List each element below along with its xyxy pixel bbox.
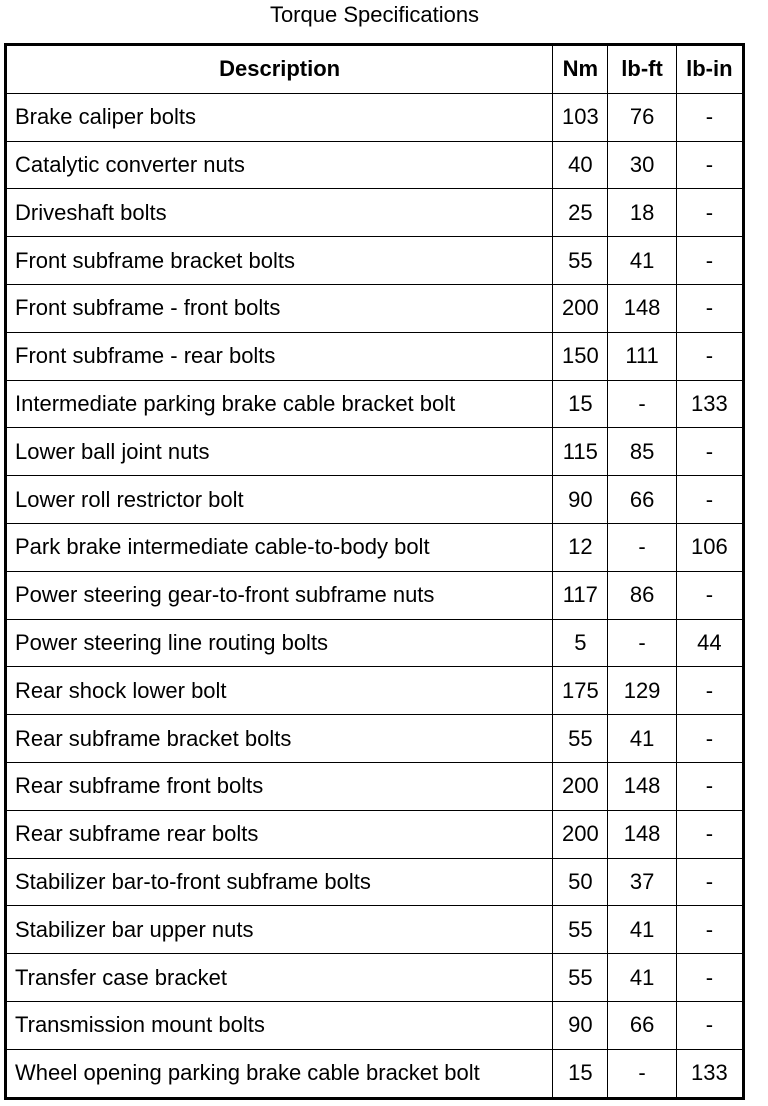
- description-cell: Rear subframe front bolts: [6, 762, 553, 810]
- column-header-lb-in: lb-in: [676, 45, 743, 94]
- description-cell: Rear subframe rear bolts: [6, 810, 553, 858]
- table-row: [6, 1049, 744, 1098]
- lb-in-cell: -: [676, 428, 743, 476]
- table-header: [6, 45, 744, 94]
- lb-in-cell: -: [676, 1001, 743, 1049]
- table-body: [6, 93, 744, 1098]
- nm-cell: 25: [553, 189, 608, 237]
- nm-cell: 55: [553, 715, 608, 763]
- table-row: [6, 141, 744, 189]
- lb-in-cell: -: [676, 284, 743, 332]
- nm-cell: 90: [553, 1001, 608, 1049]
- lb-ft-cell: 148: [608, 810, 676, 858]
- description-cell: Driveshaft bolts: [6, 189, 553, 237]
- description-cell: Stabilizer bar upper nuts: [6, 906, 553, 954]
- table-row: [6, 954, 744, 1002]
- nm-cell: 117: [553, 571, 608, 619]
- lb-ft-cell: 66: [608, 1001, 676, 1049]
- table-row: [6, 715, 744, 763]
- description-cell: Front subframe - front bolts: [6, 284, 553, 332]
- description-cell: Park brake intermediate cable-to-body bolt: [6, 523, 553, 571]
- lb-in-cell: 133: [676, 1049, 743, 1098]
- nm-cell: 90: [553, 476, 608, 524]
- header-row: [6, 45, 744, 94]
- lb-in-cell: -: [676, 762, 743, 810]
- table-row: [6, 93, 744, 141]
- lb-ft-cell: 30: [608, 141, 676, 189]
- torque-spec-table: [4, 43, 745, 1100]
- nm-cell: 200: [553, 810, 608, 858]
- nm-cell: 150: [553, 332, 608, 380]
- lb-ft-cell: -: [608, 619, 676, 667]
- table-row: [6, 332, 744, 380]
- description-cell: Transfer case bracket: [6, 954, 553, 1002]
- nm-cell: 200: [553, 284, 608, 332]
- description-cell: Stabilizer bar-to-front subframe bolts: [6, 858, 553, 906]
- lb-in-cell: -: [676, 906, 743, 954]
- nm-cell: 115: [553, 428, 608, 476]
- lb-in-cell: 133: [676, 380, 743, 428]
- lb-in-cell: -: [676, 715, 743, 763]
- lb-ft-cell: 41: [608, 906, 676, 954]
- lb-in-cell: -: [676, 810, 743, 858]
- nm-cell: 40: [553, 141, 608, 189]
- nm-cell: 103: [553, 93, 608, 141]
- lb-in-cell: -: [676, 667, 743, 715]
- table-row: [6, 810, 744, 858]
- lb-ft-cell: -: [608, 1049, 676, 1098]
- lb-ft-cell: 148: [608, 284, 676, 332]
- nm-cell: 5: [553, 619, 608, 667]
- column-header-lb-ft: lb-ft: [608, 45, 676, 94]
- nm-cell: 15: [553, 1049, 608, 1098]
- nm-cell: 55: [553, 237, 608, 285]
- description-cell: Power steering gear-to-front subframe nuts: [6, 571, 553, 619]
- description-cell: Front subframe bracket bolts: [6, 237, 553, 285]
- table-row: [6, 667, 744, 715]
- table-row: [6, 284, 744, 332]
- table-row: [6, 906, 744, 954]
- lb-ft-cell: -: [608, 523, 676, 571]
- description-cell: Intermediate parking brake cable bracket bolt: [6, 380, 553, 428]
- lb-in-cell: -: [676, 571, 743, 619]
- table-row: [6, 1001, 744, 1049]
- lb-in-cell: -: [676, 141, 743, 189]
- nm-cell: 55: [553, 954, 608, 1002]
- lb-in-cell: -: [676, 189, 743, 237]
- column-header-description: Description: [6, 45, 553, 94]
- lb-ft-cell: 18: [608, 189, 676, 237]
- nm-cell: 175: [553, 667, 608, 715]
- lb-ft-cell: 41: [608, 954, 676, 1002]
- table-row: [6, 619, 744, 667]
- lb-in-cell: -: [676, 954, 743, 1002]
- lb-ft-cell: -: [608, 380, 676, 428]
- description-cell: Wheel opening parking brake cable bracket bolt: [6, 1049, 553, 1098]
- description-cell: Rear subframe bracket bolts: [6, 715, 553, 763]
- lb-in-cell: 44: [676, 619, 743, 667]
- lb-in-cell: -: [676, 476, 743, 524]
- lb-ft-cell: 148: [608, 762, 676, 810]
- description-cell: Lower ball joint nuts: [6, 428, 553, 476]
- lb-in-cell: -: [676, 332, 743, 380]
- nm-cell: 12: [553, 523, 608, 571]
- column-header-nm: Nm: [553, 45, 608, 94]
- lb-ft-cell: 37: [608, 858, 676, 906]
- description-cell: Rear shock lower bolt: [6, 667, 553, 715]
- lb-ft-cell: 76: [608, 93, 676, 141]
- description-cell: Transmission mount bolts: [6, 1001, 553, 1049]
- page-title: Torque Specifications: [269, 2, 480, 27]
- description-cell: Front subframe - rear bolts: [6, 332, 553, 380]
- description-cell: Catalytic converter nuts: [6, 141, 553, 189]
- nm-cell: 55: [553, 906, 608, 954]
- nm-cell: 15: [553, 380, 608, 428]
- lb-ft-cell: 85: [608, 428, 676, 476]
- table-row: [6, 237, 744, 285]
- lb-in-cell: -: [676, 237, 743, 285]
- lb-ft-cell: 111: [608, 332, 676, 380]
- nm-cell: 50: [553, 858, 608, 906]
- lb-in-cell: -: [676, 858, 743, 906]
- table-row: [6, 476, 744, 524]
- lb-ft-cell: 66: [608, 476, 676, 524]
- description-cell: Lower roll restrictor bolt: [6, 476, 553, 524]
- lb-ft-cell: 129: [608, 667, 676, 715]
- nm-cell: 200: [553, 762, 608, 810]
- table-row: [6, 858, 744, 906]
- table-row: [6, 428, 744, 476]
- table-row: [6, 523, 744, 571]
- table-row: [6, 571, 744, 619]
- lb-ft-cell: 41: [608, 237, 676, 285]
- table-row: [6, 189, 744, 237]
- lb-in-cell: -: [676, 93, 743, 141]
- table-row: [6, 380, 744, 428]
- lb-in-cell: 106: [676, 523, 743, 571]
- lb-ft-cell: 86: [608, 571, 676, 619]
- table-row: [6, 762, 744, 810]
- lb-ft-cell: 41: [608, 715, 676, 763]
- description-cell: Power steering line routing bolts: [6, 619, 553, 667]
- description-cell: Brake caliper bolts: [6, 93, 553, 141]
